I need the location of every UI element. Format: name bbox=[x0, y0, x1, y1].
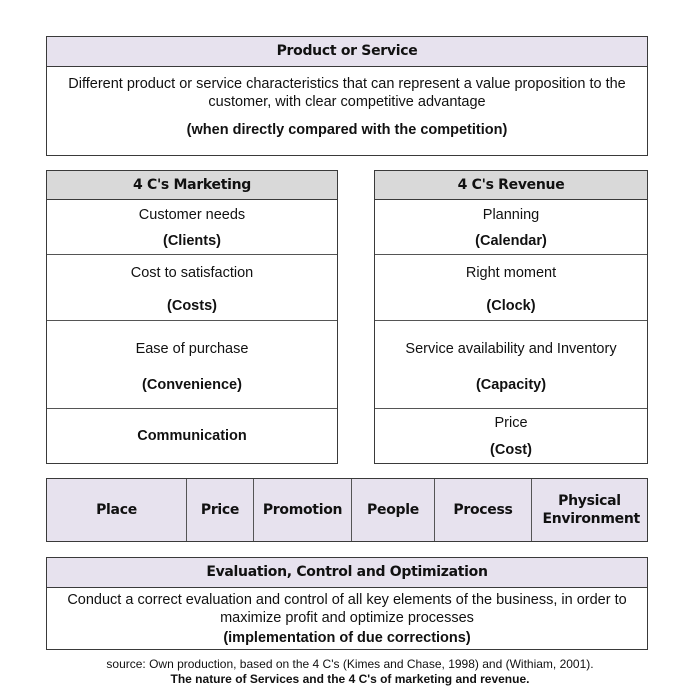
marketing-item-term: (Clients) bbox=[163, 233, 221, 249]
marketing-item-convenience bbox=[47, 321, 337, 409]
product-service-description: Different product or service characteristics that can represent a value proposition to the customer, with clear competitive advantage bbox=[68, 76, 626, 110]
p-price bbox=[187, 479, 254, 541]
revenue-column bbox=[374, 170, 648, 464]
product-service-note: (when directly compared with the competition) bbox=[186, 122, 508, 138]
evaluation-note: (implementation of due corrections) bbox=[223, 630, 471, 646]
p-promotion bbox=[254, 479, 352, 541]
marketing-item-term: (Convenience) bbox=[142, 377, 242, 393]
p-label: Process bbox=[453, 502, 513, 518]
ps-row bbox=[46, 478, 648, 542]
p-physical-environment bbox=[532, 479, 647, 541]
evaluation-title: Evaluation, Control and Optimization bbox=[47, 558, 647, 588]
product-service-box bbox=[46, 36, 648, 156]
revenue-item-term: (Cost) bbox=[490, 442, 532, 458]
figure-caption: The nature of Services and the 4 C's of marketing and revenue. bbox=[170, 672, 530, 686]
revenue-item-capacity bbox=[375, 321, 647, 409]
revenue-item-calendar bbox=[375, 200, 647, 255]
revenue-item-clock bbox=[375, 255, 647, 321]
revenue-item-label: Service availability and Inventory bbox=[405, 341, 617, 357]
source-caption: source: Own production, based on the 4 C's (Kimes and Chase, 1998) and (Withiam, 2001). bbox=[106, 657, 594, 671]
p-label: People bbox=[367, 502, 419, 518]
marketing-title: 4 C's Marketing bbox=[47, 171, 337, 200]
revenue-item-term: (Clock) bbox=[486, 298, 536, 314]
revenue-item-label: Planning bbox=[482, 207, 540, 223]
revenue-item-term: (Capacity) bbox=[475, 377, 547, 393]
marketing-item-clients bbox=[47, 200, 337, 255]
revenue-item-cost bbox=[375, 409, 647, 463]
p-place bbox=[47, 479, 187, 541]
marketing-item-term: Communication bbox=[137, 428, 247, 444]
revenue-item-label: Right moment bbox=[465, 265, 557, 281]
marketing-item-label: Cost to satisfaction bbox=[130, 265, 254, 281]
marketing-column bbox=[46, 170, 338, 464]
marketing-item-term: (Costs) bbox=[167, 298, 217, 314]
p-process bbox=[435, 479, 532, 541]
revenue-item-label: Price bbox=[494, 415, 528, 431]
marketing-item-communication bbox=[47, 409, 337, 463]
revenue-title: 4 C's Revenue bbox=[375, 171, 647, 200]
marketing-item-costs bbox=[47, 255, 337, 321]
p-label: Physical Environment bbox=[542, 493, 640, 527]
product-service-title: Product or Service bbox=[47, 37, 647, 67]
marketing-item-label: Ease of purchase bbox=[135, 341, 249, 357]
evaluation-box bbox=[46, 557, 648, 650]
p-label: Promotion bbox=[262, 502, 343, 518]
p-label: Place bbox=[96, 502, 137, 518]
evaluation-description: Conduct a correct evaluation and control of all key elements of the business, in order to maximize profit and optimize processes bbox=[67, 592, 627, 626]
marketing-item-label: Customer needs bbox=[138, 207, 246, 223]
p-label: Price bbox=[200, 502, 240, 518]
p-people bbox=[352, 479, 435, 541]
revenue-item-term: (Calendar) bbox=[475, 233, 547, 249]
